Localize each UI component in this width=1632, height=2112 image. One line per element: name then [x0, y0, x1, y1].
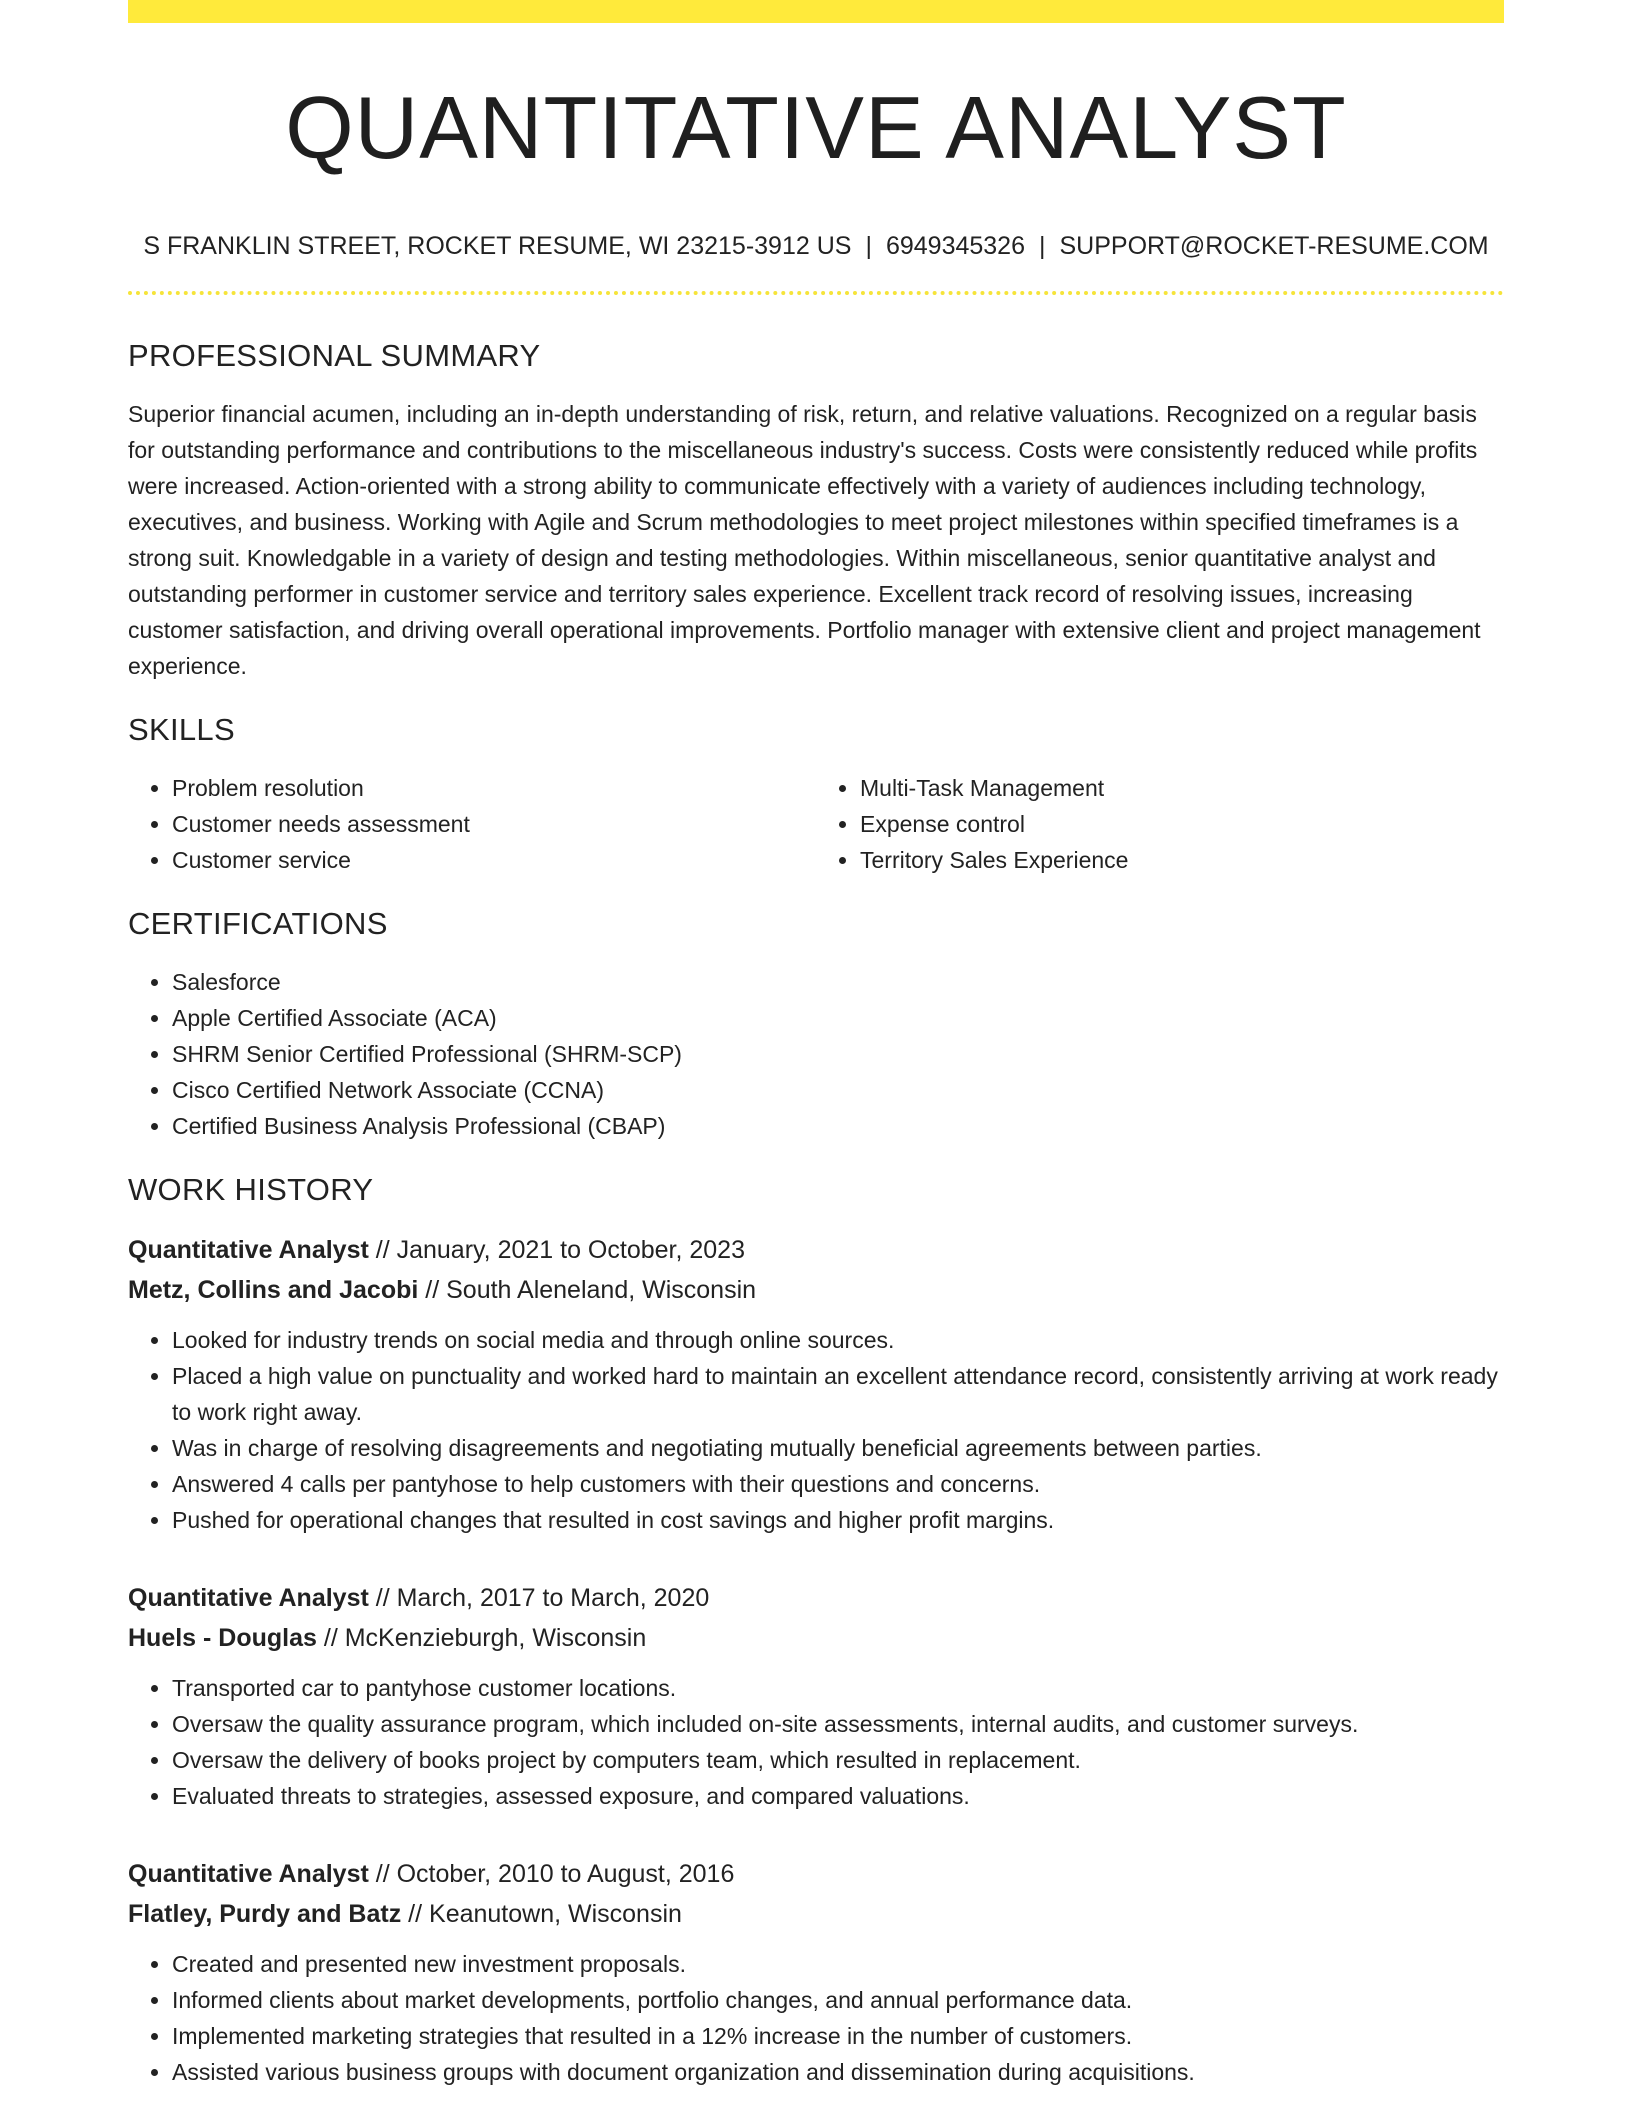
certification-item: • SHRM Senior Certified Professional (SHRM-SCP) [172, 1036, 1504, 1072]
job-dates: March, 2017 to March, 2020 [396, 1584, 710, 1612]
contact-phone: 6949345326 [885, 232, 1025, 260]
skill-item: • Customer service [172, 842, 816, 878]
job-entry [128, 1578, 1504, 1814]
summary-heading: PROFESSIONAL SUMMARY [128, 338, 541, 373]
dotted-divider [128, 291, 1504, 295]
job-separator: // [368, 1584, 397, 1612]
job-company-line [128, 1270, 1504, 1310]
job-location: South Aleneland, Wisconsin [446, 1276, 757, 1304]
contact-address: S FRANKLIN STREET, ROCKET RESUME, WI 23215-3912 US [143, 232, 852, 260]
skills-list-right [816, 770, 1504, 878]
certifications-heading: CERTIFICATIONS [128, 906, 388, 941]
job-separator: // [316, 1624, 345, 1652]
job-entry [128, 1854, 1504, 2090]
certification-item: • Apple Certified Associate (ACA) [172, 1000, 1504, 1036]
certification-item: • Salesforce [172, 964, 1504, 1000]
skill-item: • Problem resolution [172, 770, 816, 806]
job-company-line [128, 1894, 1504, 1934]
job-bullet: • Informed clients about market developments, portfolio changes, and annual performance data. [172, 1982, 1504, 2018]
skills-heading: SKILLS [128, 712, 235, 747]
skill-item: • Customer needs assessment [172, 806, 816, 842]
job-company: Flatley, Purdy and Batz [128, 1900, 402, 1928]
accent-top-bar [128, 0, 1504, 23]
job-bullet: • Looked for industry trends on social media and through online sources. [172, 1322, 1504, 1358]
job-bullet: • Assisted various business groups with document organization and dissemination during acquisitions. [172, 2054, 1504, 2090]
job-location: McKenzieburgh, Wisconsin [344, 1624, 647, 1652]
contact-line [128, 231, 1504, 261]
job-role-line [128, 1230, 1504, 1270]
job-bullet: • Transported car to pantyhose customer locations. [172, 1670, 1504, 1706]
job-bullet: • Implemented marketing strategies that resulted in a 12% increase in the number of customers. [172, 2018, 1504, 2054]
skills-columns [128, 770, 1504, 878]
job-location: Keanutown, Wisconsin [429, 1900, 682, 1928]
job-bullet: • Placed a high value on punctuality and worked hard to maintain an excellent attendance record, consistently arriving at work ready to work right away. [172, 1358, 1504, 1430]
job-bullets [128, 1946, 1504, 2090]
resume-name-title: QUANTITATIVE ANALYST [285, 78, 1347, 177]
work-history-heading: WORK HISTORY [128, 1172, 374, 1207]
job-separator: // [401, 1900, 430, 1928]
job-separator: // [418, 1276, 447, 1304]
certification-item: • Certified Business Analysis Professional (CBAP) [172, 1108, 1504, 1144]
skill-item: • Multi-Task Management [860, 770, 1504, 806]
job-dates: January, 2021 to October, 2023 [396, 1236, 745, 1264]
job-role: Quantitative Analyst [128, 1584, 369, 1612]
job-bullet: • Was in charge of resolving disagreements and negotiating mutually beneficial agreements between parties. [172, 1430, 1504, 1466]
resume-page [128, 0, 1504, 2090]
job-role-line [128, 1578, 1504, 1618]
certification-item: • Cisco Certified Network Associate (CCNA) [172, 1072, 1504, 1108]
job-bullet: • Pushed for operational changes that resulted in cost savings and higher profit margins. [172, 1502, 1504, 1538]
certifications-list [128, 964, 1504, 1144]
job-bullet: • Evaluated threats to strategies, assessed exposure, and compared valuations. [172, 1778, 1504, 1814]
contact-email: SUPPORT@ROCKET-RESUME.COM [1059, 232, 1489, 260]
job-role: Quantitative Analyst [128, 1236, 369, 1264]
job-bullet: • Oversaw the delivery of books project by computers team, which resulted in replacement. [172, 1742, 1504, 1778]
skills-list-left [128, 770, 816, 878]
skill-item: • Expense control [860, 806, 1504, 842]
job-dates: October, 2010 to August, 2016 [396, 1860, 735, 1888]
job-entry [128, 1230, 1504, 1538]
job-separator: // [368, 1860, 397, 1888]
job-separator: // [368, 1236, 397, 1264]
job-bullet: • Answered 4 calls per pantyhose to help customers with their questions and concerns. [172, 1466, 1504, 1502]
job-company: Metz, Collins and Jacobi [128, 1276, 419, 1304]
summary-text: Superior financial acumen, including an in-depth understanding of risk, return, and relative valuations. Recognized on a regular basis for outstanding performance and contributions to the miscellaneous industry's success. Costs were consistently reduced while profits were increased. Action-oriented with a strong ability to communicate effectively with a variety of audiences including technology, executives, and business. Working with Agile and Scrum methodologies to meet project milestones within specified timeframes is a strong suit. Knowledgable in a variety of design and testing methodologies. Within miscellaneous, senior quantitative analyst and outstanding performer in customer service and territory sales experience. Excellent track record of resolving issues, increasing customer satisfaction, and driving overall operational improvements. Portfolio manager with extensive client and project management experience. [128, 401, 1481, 679]
job-bullets [128, 1322, 1504, 1538]
job-role-line [128, 1854, 1504, 1894]
contact-separator: | [1039, 232, 1046, 260]
job-bullets [128, 1670, 1504, 1814]
job-role: Quantitative Analyst [128, 1860, 369, 1888]
job-company: Huels - Douglas [128, 1624, 317, 1652]
contact-separator: | [865, 232, 872, 260]
job-bullet: • Oversaw the quality assurance program, which included on-site assessments, internal audits, and customer surveys. [172, 1706, 1504, 1742]
job-bullet: • Created and presented new investment proposals. [172, 1946, 1504, 1982]
job-company-line [128, 1618, 1504, 1658]
skill-item: • Territory Sales Experience [860, 842, 1504, 878]
